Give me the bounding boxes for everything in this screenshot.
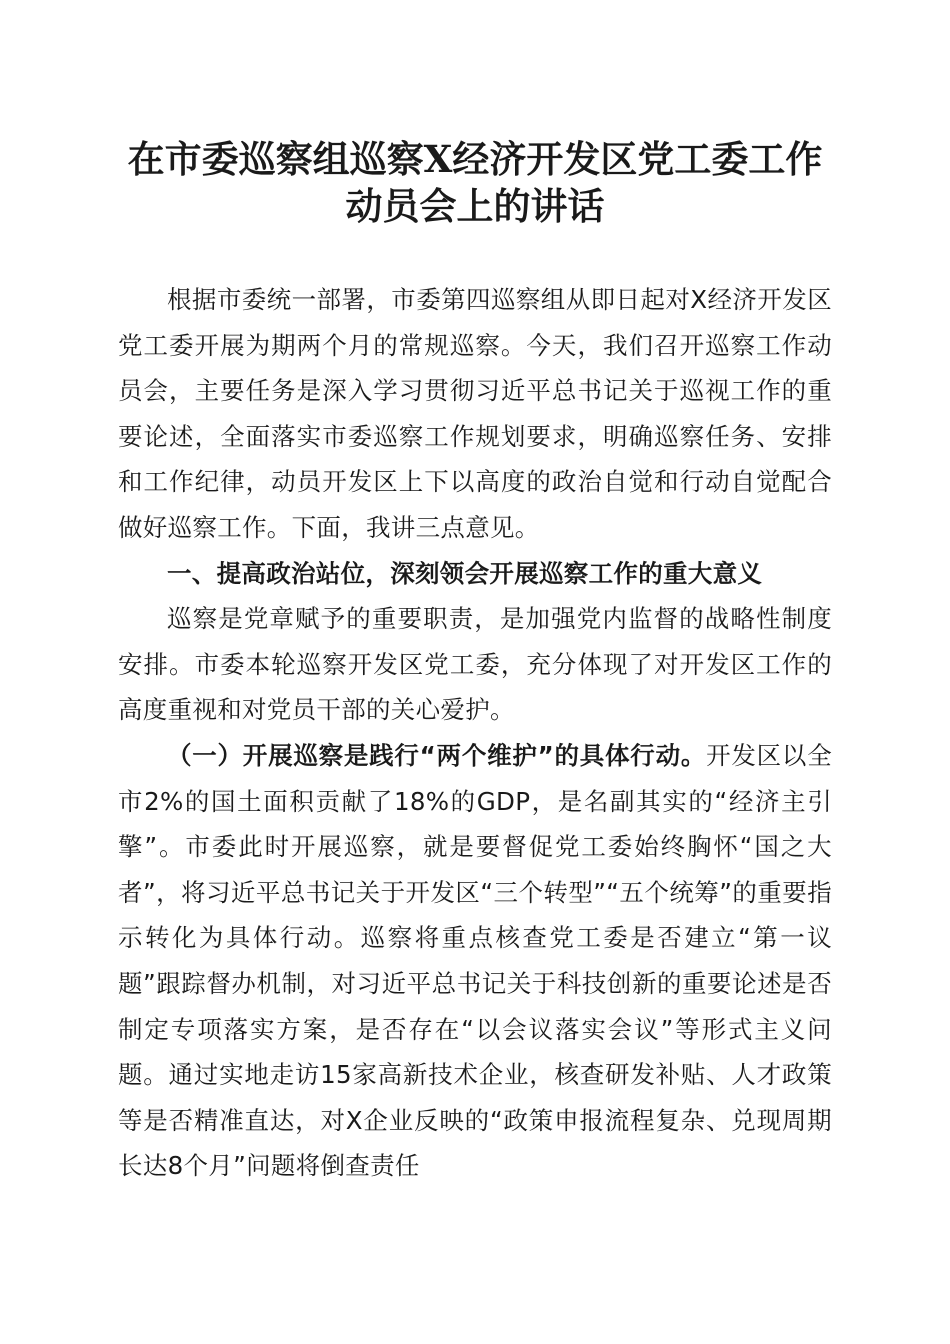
subsection-1-paragraph	[118, 733, 832, 1189]
intro-paragraph: 根据市委统一部署，市委第四巡察组从即日起对X经济开发区党工委开展为期两个月的常规巡察。今天，我们召开巡察工作动员会，主要任务是深入学习贯彻习近平总书记关于巡视工作的重要论述，全面落实市委巡察工作规划要求，明确巡察任务、安排和工作纪律，动员开发区上下以高度的政治自觉和行动自觉配合做好巡察工作。下面，我讲三点意见。	[118, 285, 832, 542]
section-1-paragraph: 巡察是党章赋予的重要职责，是加强党内监督的战略性制度安排。市委本轮巡察开发区党工委，充分体现了对开发区工作的高度重视和对党员干部的关心爱护。	[118, 604, 832, 725]
subsection-1-heading: （一）开展巡察是践行“两个维护”的具体行动。	[167, 740, 707, 770]
document-title-line-2: 动员会上的讲话	[345, 184, 605, 228]
document-body	[118, 277, 832, 1189]
section-heading-1: 一、提高政治站位，深刻领会开展巡察工作的重大意义	[167, 558, 763, 588]
document-title-line-1: 在市委巡察组巡察X经济开发区党工委工作	[127, 137, 823, 181]
subsection-1-text: 开发区以全市2%的国土面积贡献了18%的GDP，是名副其实的“经济主引擎”。市委此时开展巡察，就是要督促党工委始终胸怀“国之大者”，将习近平总书记关于开发区“三个转型”“五个统筹”的重要指示转化为具体行动。巡察将重点核查党工委是否建立“第一议题”跟踪督办机制，对习近平总书记关于科技创新的重要论述是否制定专项落实方案，是否存在“以会议落实会议”等形式主义问题。通过实地走访15家高新技术企业，核查研发补贴、人才政策等是否精准直达，对X企业反映的“政策申报流程复杂、兑现周期长达8个月”问题将倒查责任	[118, 740, 832, 1181]
